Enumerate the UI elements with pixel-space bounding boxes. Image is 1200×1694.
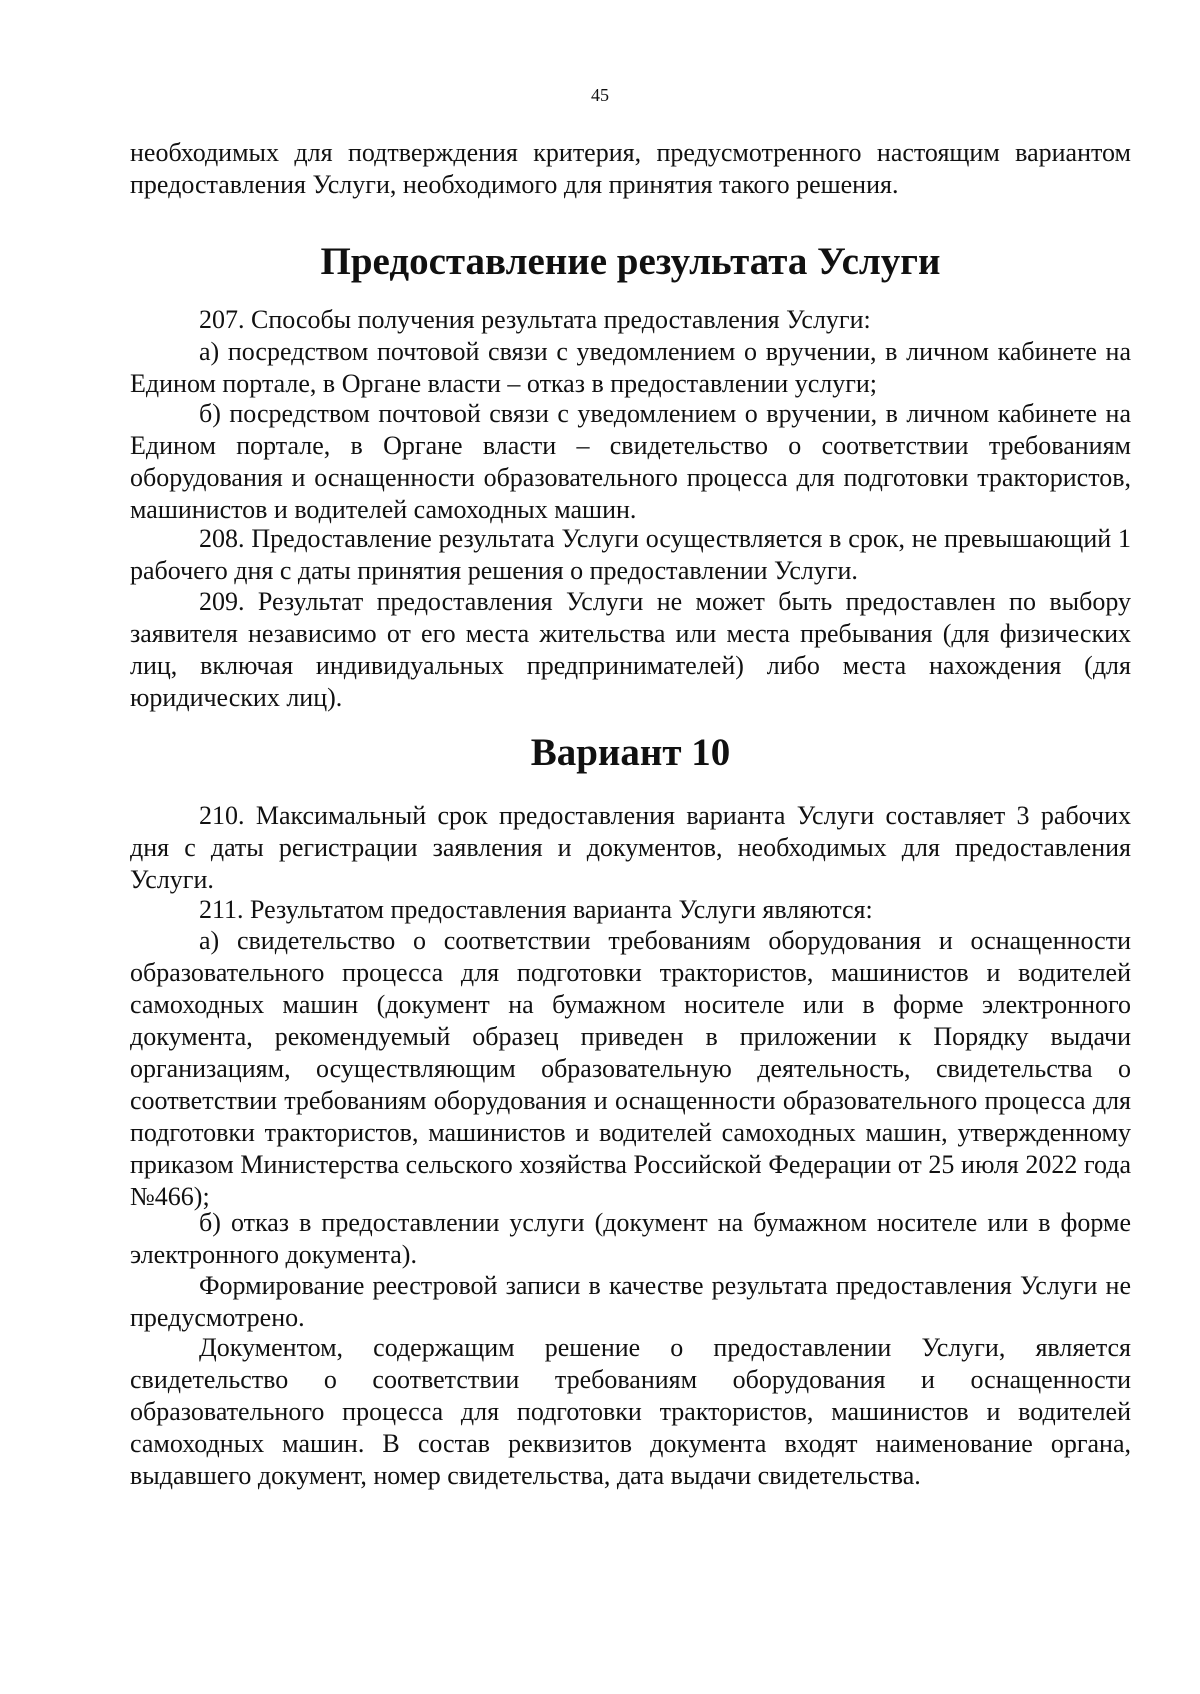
- paragraph-registry-record: Формирование реестровой записи в качестве результата предоставления Услуги не предусмотрено.: [130, 1271, 1131, 1332]
- section-heading-variant: Вариант 10: [530, 731, 731, 774]
- paragraph-208: 208. Предоставление результата Услуги осуществляется в срок, не превышающий 1 рабочего дня с даты принятия решения о предоставлении Услуги.: [130, 524, 1131, 585]
- paragraph-211-a: а) свидетельство о соответствии требованиям оборудования и оснащенности образовательного процесса для подготовки трактористов, машинистов и водителей самоходных машин (документ на бумажном носителе или в форме электронного документа, рекомендуемый образец приведен в приложении к Порядку выдачи организациям, осуществляющим образовательную деятельность, свидетельства о соответствии требованиям оборудования и оснащенности образовательного процесса для подготовки трактористов, машинистов и водителей самоходных машин, утвержденному приказом Министерства сельского хозяйства Российской Федерации от 25 июля 2022 года №466);: [130, 926, 1131, 1211]
- paragraph-210: 210. Максимальный срок предоставления варианта Услуги составляет 3 рабочих дня с даты регистрации заявления и документов, необходимых для предоставления Услуги.: [130, 801, 1131, 894]
- paragraph-207-b: б) посредством почтовой связи с уведомлением о вручении, в личном кабинете на Едином портале, в Органе власти – свидетельство о соответствии требованиям оборудования и оснащенности образовательного процесса для подготовки трактористов, машинистов и водителей самоходных машин.: [130, 399, 1131, 524]
- section-heading-result: Предоставление результата Услуги: [320, 240, 941, 283]
- page-number: 45: [591, 85, 609, 105]
- paragraph-continuation: необходимых для подтверждения критерия, предусмотренного настоящим вариантом предоставления Услуги, необходимого для принятия такого решения.: [130, 138, 1131, 199]
- paragraph-211-b: б) отказ в предоставлении услуги (документ на бумажном носителе или в форме электронного документа).: [130, 1208, 1131, 1269]
- paragraph-decision-document: Документом, содержащим решение о предоставлении Услуги, является свидетельство о соответствии требованиям оборудования и оснащенности образовательного процесса для подготовки трактористов, машинистов и водителей самоходных машин. В состав реквизитов документа входят наименование органа, выдавшего документ, номер свидетельства, дата выдачи свидетельства.: [130, 1333, 1131, 1490]
- paragraph-207: 207. Способы получения результата предоставления Услуги:: [199, 305, 871, 334]
- paragraph-207-a: а) посредством почтовой связи с уведомлением о вручении, в личном кабинете на Едином портале, в Органе власти – отказ в предоставлении услуги;: [130, 337, 1131, 398]
- paragraph-211: 211. Результатом предоставления варианта Услуги являются:: [199, 895, 873, 924]
- paragraph-209: 209. Результат предоставления Услуги не может быть предоставлен по выбору заявителя независимо от его места жительства или места пребывания (для физических лиц, включая индивидуальных предпринимателей) либо места нахождения (для юридических лиц).: [130, 587, 1131, 712]
